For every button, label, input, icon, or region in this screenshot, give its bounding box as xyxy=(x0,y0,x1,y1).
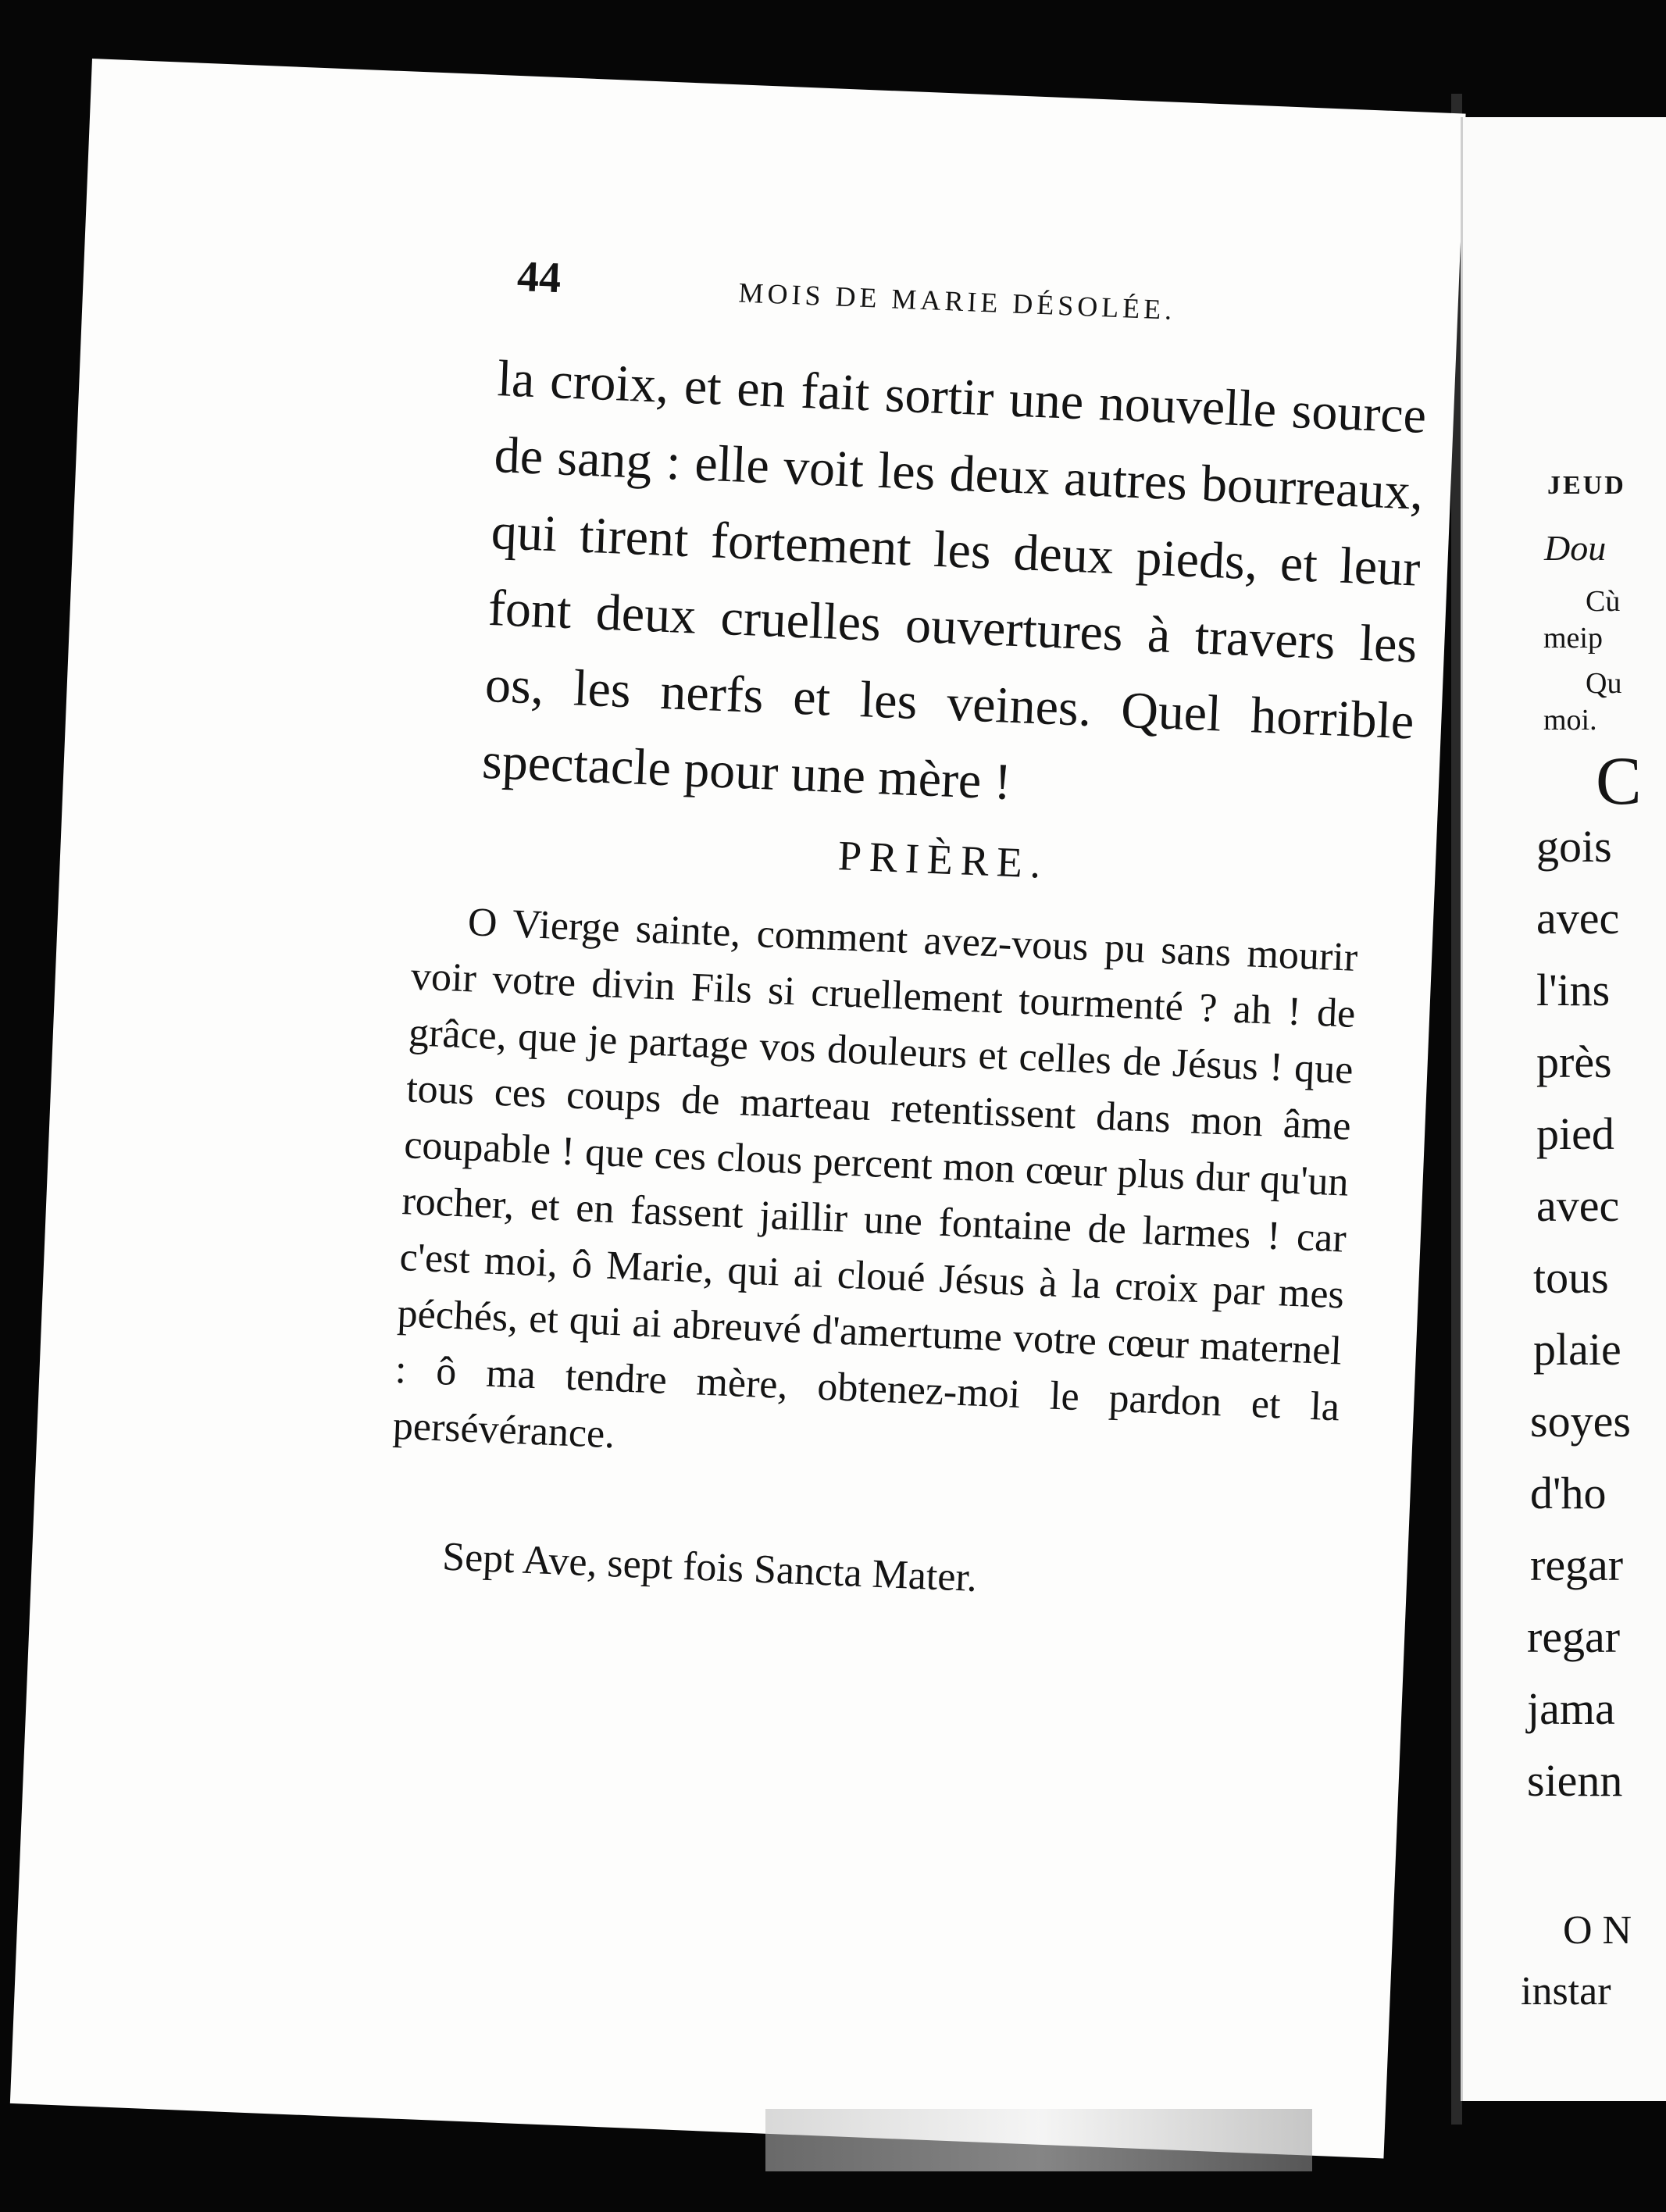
right-page-line: tous xyxy=(1533,1252,1609,1303)
right-page-line: plaie xyxy=(1533,1324,1621,1375)
right-page-fragment: Qu xyxy=(1586,667,1622,700)
page-number: 44 xyxy=(515,252,562,303)
prayer-title: PRIÈRE. xyxy=(837,832,1050,887)
prayer-closing xyxy=(441,1529,1302,1620)
right-page-edge xyxy=(1461,117,1666,2101)
prayer-closing-line: Sept Ave, sept fois Sancta Mater. xyxy=(441,1534,978,1601)
right-page-line: avec xyxy=(1536,1180,1620,1231)
right-page-line: près xyxy=(1536,1036,1612,1087)
right-page-drop-cap: C xyxy=(1596,744,1642,819)
right-page-line: sienn xyxy=(1527,1755,1623,1806)
right-page-line: jama xyxy=(1527,1683,1615,1734)
right-page-subtitle: Dou xyxy=(1544,528,1607,568)
prayer-text xyxy=(392,892,1359,1492)
right-page-header: JEUD xyxy=(1547,471,1626,500)
right-page-line: O N xyxy=(1563,1908,1632,1953)
page-header xyxy=(515,252,1345,347)
left-page xyxy=(10,59,1466,2159)
right-page-fragment: moi. xyxy=(1543,704,1597,737)
right-page-line: pied xyxy=(1536,1108,1614,1159)
right-page-line: instar xyxy=(1521,1969,1611,2014)
page-bottom-edge xyxy=(765,2109,1312,2171)
right-page-line: l'ins xyxy=(1536,965,1611,1015)
body-paragraph: la croix, et en fait sortir une nouvelle source de sang : elle voit les deux autres bourreaux, qui tirent fortement les deux pieds, et leur font deux cruelles ouvertures à travers les os, les nerfs et les veines. Quel horrible spectacle pour une mère ! xyxy=(480,350,1428,811)
running-head: MOIS DE MARIE DÉSOLÉE. xyxy=(737,276,1176,326)
right-page-line: d'ho xyxy=(1530,1468,1607,1518)
right-page-fragment: Cù xyxy=(1586,585,1621,618)
right-page-line: gois xyxy=(1536,821,1612,872)
right-page-line: regar xyxy=(1530,1539,1624,1590)
right-page-line: avec xyxy=(1536,893,1620,944)
right-page-line: regar xyxy=(1527,1611,1621,1662)
right-page-line: soyes xyxy=(1530,1396,1631,1447)
prayer-paragraph: O Vierge sainte, comment avez-vous pu sans mourir voir votre divin Fils si cruellement tourmenté ? ah ! de grâce, que je partage vos douleurs et celles de Jésus ! que tous ces coups de marteau retentissent dans mon âme coupable ! que ces clous percent mon cœur plus dur qu'un rocher, et en fassent jaillir une fontaine de larmes ! car c'est moi, ô Marie, qui ai cloué Jésus à la croix par mes péchés, et qui ai abreuvé d'amertume votre cœur maternel : ô ma tendre mère, obtenez-moi le pardon et la persévérance. xyxy=(391,900,1359,1457)
right-page-fragment: meip xyxy=(1543,622,1603,655)
